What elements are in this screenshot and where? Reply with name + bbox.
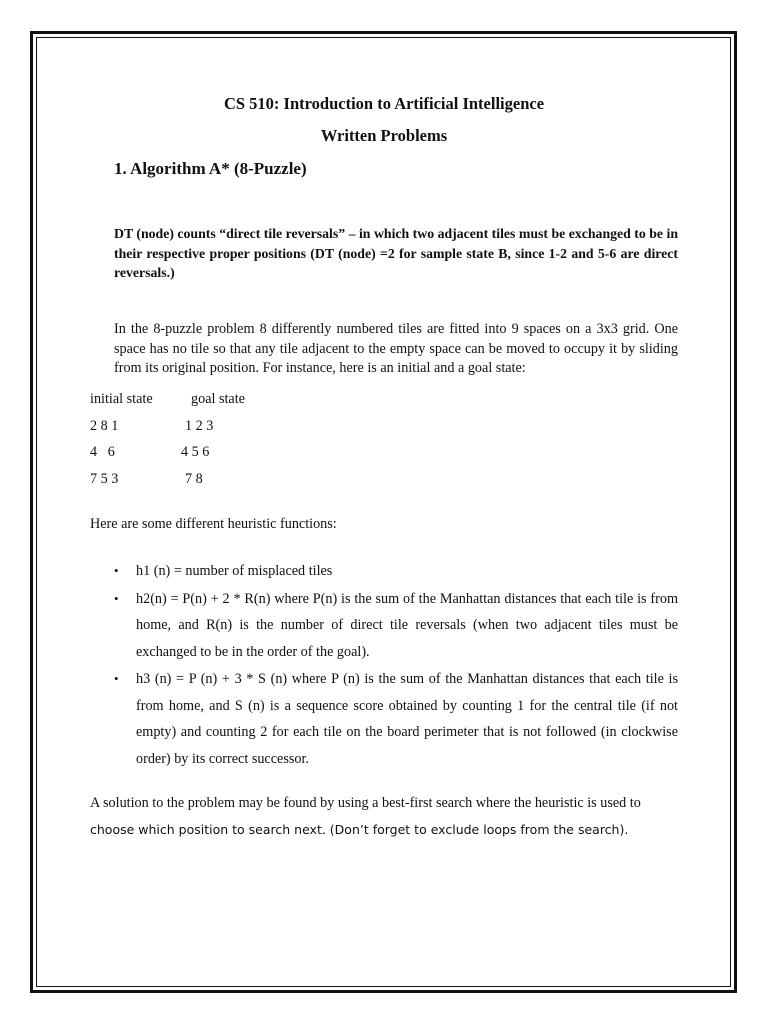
initial-state-row: 2 8 1 — [90, 418, 119, 434]
intro-paragraph: In the 8-puzzle problem 8 differently numbered tiles are fitted into 9 spaces on a 3x3 grid. One space has no tile so that any tile adjacent to the empty space can be moved to occupy it by sliding from its original position. For instance, here is an initial and a goal state: — [114, 321, 678, 376]
document-subtitle: Written Problems — [320, 126, 448, 145]
initial-state-row: 4 6 — [90, 444, 115, 460]
section-heading: 1. Algorithm A* (8-Puzzle) — [114, 159, 307, 178]
closing-text: A solution to the problem may be found by using a best-first search where the heuristic is used to — [90, 795, 641, 811]
bold-note-paragraph: DT (node) counts “direct tile reversals” – in which two adjacent tiles must be exchanged to be in their respective proper positions (DT (node) =2 for sample state B, since 1-2 and 5-6 are direct reversals.) — [114, 226, 678, 280]
heuristic-text: h1 (n) = number of misplaced tiles — [136, 563, 333, 579]
goal-state-row: 4 5 6 — [181, 444, 210, 460]
list-item — [114, 558, 678, 585]
bullet-icon: • — [114, 671, 119, 686]
closing-text-continued: choose which position to search next. (Don’t forget to exclude loops from the search). — [90, 821, 629, 837]
list-item — [114, 666, 678, 772]
page-border-inner — [36, 37, 731, 987]
heuristic-text: h2(n) = P(n) + 2 * R(n) where P(n) is the sum of the Manhattan distances that each tile is from home, and R(n) is the number of direct tile reversals (when two adjacent tiles must be exchanged to be in the order of the goal). — [136, 590, 678, 660]
initial-state-label: initial state — [90, 391, 153, 407]
bullet-icon: • — [114, 563, 119, 578]
goal-state-row: 7 8 — [185, 471, 203, 487]
heuristics-intro: Here are some different heuristic functions: — [90, 516, 337, 532]
heuristics-list — [114, 558, 678, 773]
course-title: CS 510: Introduction to Artificial Intelligence — [223, 94, 545, 113]
heuristic-text: h3 (n) = P (n) + 3 * S (n) where P (n) is the sum of the Manhattan distances that each tile is from home, and S (n) is a sequence score obtained by counting 1 for the central tile (if not empty) and counting 2 for each tile on the board perimeter that is not followed (in clockwise order) by its correct successor. — [136, 671, 678, 767]
initial-state-row: 7 5 3 — [90, 471, 119, 487]
list-item — [114, 586, 678, 666]
goal-state-label: goal state — [191, 391, 245, 407]
closing-paragraph — [90, 790, 680, 843]
bullet-icon: • — [114, 590, 119, 606]
goal-state-row: 1 2 3 — [185, 418, 214, 434]
